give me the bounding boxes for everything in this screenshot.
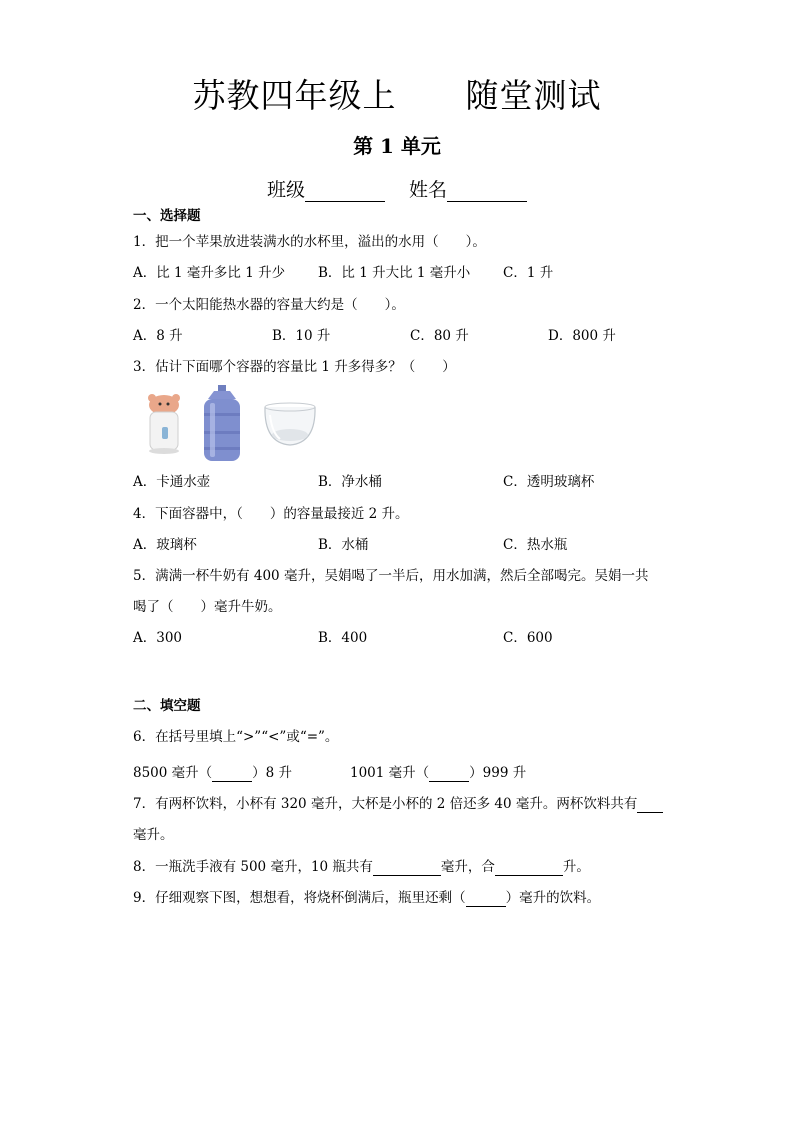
section-heading-fill: 二、填空题 <box>133 698 201 714</box>
question-1: 1．把一个苹果放进装满水的水杯里，溢出的水用（ ）。 <box>133 234 486 250</box>
q5-option-b[interactable]: B．400 <box>318 630 368 646</box>
q4-option-c[interactable]: C．热水瓶 <box>503 537 568 553</box>
q6-left-text-b: ）8 升 <box>252 765 293 781</box>
q2-option-a[interactable]: A．8 升 <box>133 328 183 344</box>
q2-option-b[interactable]: B．10 升 <box>272 328 331 344</box>
q4-option-a[interactable]: A．玻璃杯 <box>133 537 197 553</box>
page-title: 苏教四年级上 随堂测试 <box>192 76 602 115</box>
q1-option-b[interactable]: B．比 1 升大比 1 毫升小 <box>318 265 471 281</box>
name-label: 姓名 <box>409 179 448 201</box>
q6-right-text-a: 1001 毫升（ <box>350 765 430 781</box>
question-6: 6．在括号里填上“>”“<”或“=”。 <box>133 729 339 745</box>
q4-option-b[interactable]: B．水桶 <box>318 537 369 553</box>
question-3: 3．估计下面哪个容器的容量比 1 升多得多？（ ） <box>133 359 456 375</box>
q7-blank[interactable] <box>637 798 663 813</box>
cartoon-kettle-image <box>148 394 180 454</box>
unit-subtitle: 第 1 单元 <box>353 134 441 158</box>
glass-cup-image <box>265 403 315 445</box>
student-info <box>0 175 794 202</box>
water-bucket-image <box>204 385 240 461</box>
q2-option-d[interactable]: D．800 升 <box>548 328 616 344</box>
q1-option-a[interactable]: A．比 1 毫升多比 1 升少 <box>133 265 286 281</box>
q3-option-b[interactable]: B．净水桶 <box>318 474 382 490</box>
q5-option-a[interactable]: A．300 <box>133 630 183 646</box>
q6-compare-left <box>133 764 292 782</box>
class-blank[interactable] <box>305 183 385 202</box>
question-9 <box>133 889 600 907</box>
question-4: 4．下面容器中，（ ）的容量最接近 2 升。 <box>133 506 409 522</box>
q1-option-c[interactable]: C．1 升 <box>503 265 554 281</box>
q8-blank-ml[interactable] <box>373 861 441 876</box>
q3-option-a[interactable]: A．卡通水壶 <box>133 474 211 490</box>
question-2: 2．一个太阳能热水器的容量大约是（ ）。 <box>133 297 405 313</box>
question-7-line2: 毫升。 <box>133 827 174 843</box>
q3-option-c[interactable]: C．透明玻璃杯 <box>503 474 595 490</box>
name-blank[interactable] <box>447 183 527 202</box>
q9-text-a: 9．仔细观察下图，想想看，将烧杯倒满后，瓶里还剩（ <box>133 890 466 906</box>
q9-text-b: ）毫升的饮料。 <box>505 890 601 906</box>
q7-text-line1: 7．有两杯饮料，小杯有 320 毫升，大杯是小杯的 2 倍还多 40 毫升。两杯饮料共有 <box>133 796 638 812</box>
q8-blank-l[interactable] <box>495 861 563 876</box>
q5-option-c[interactable]: C．600 <box>503 630 553 646</box>
q6-left-text-a: 8500 毫升（ <box>133 765 213 781</box>
q6-right-blank[interactable] <box>429 767 469 782</box>
q8-text-c: 升。 <box>562 859 590 875</box>
q8-text-a: 8．一瓶洗手液有 500 毫升，10 瓶共有 <box>133 859 373 875</box>
question-5-line2: 喝了（ ）毫升牛奶。 <box>133 599 282 615</box>
q2-option-c[interactable]: C．80 升 <box>410 328 469 344</box>
q9-blank[interactable] <box>466 892 506 907</box>
q6-compare-right <box>350 764 526 782</box>
q6-left-blank[interactable] <box>212 767 252 782</box>
q8-text-b: 毫升，合 <box>440 859 495 875</box>
section-heading-choice: 一、选择题 <box>133 208 201 224</box>
question-8 <box>133 858 590 876</box>
question-5-line1: 5．满满一杯牛奶有 400 毫升，吴娟喝了一半后，用水加满，然后全部喝完。吴娟一共 <box>133 568 649 584</box>
question-7-line1 <box>133 795 663 813</box>
container-images <box>140 385 340 465</box>
q6-right-text-b: ）999 升 <box>469 765 527 781</box>
class-label: 班级 <box>266 179 305 201</box>
